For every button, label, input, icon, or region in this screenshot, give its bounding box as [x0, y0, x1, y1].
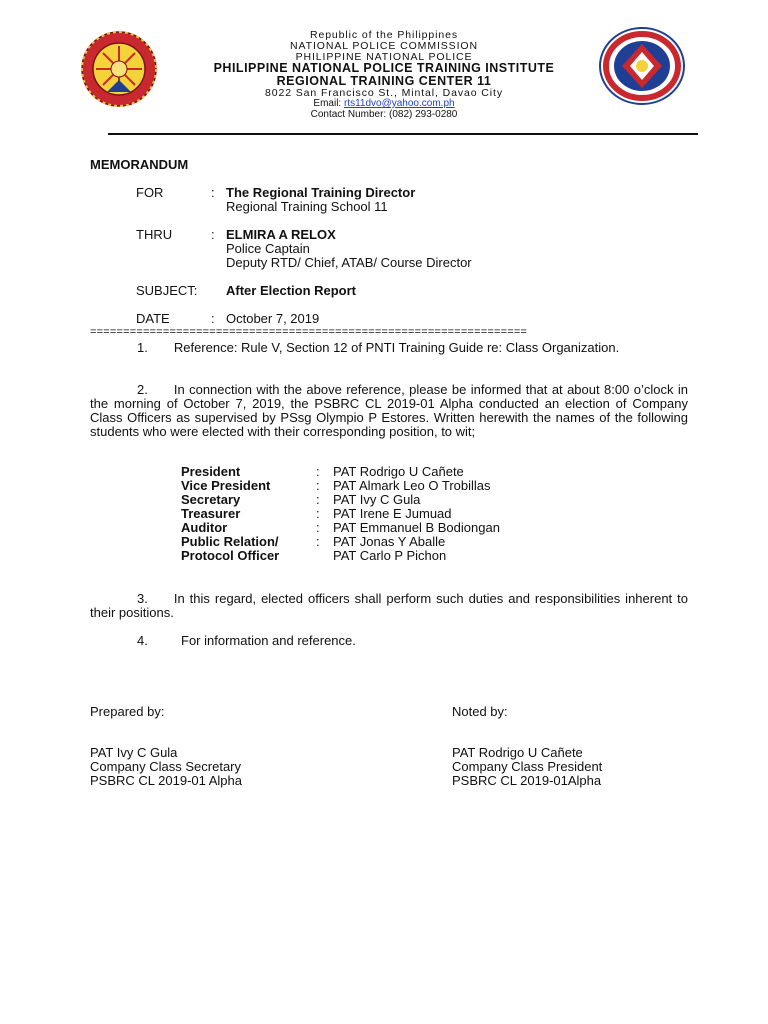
officer-name: PAT Irene E Jumuad	[333, 506, 452, 521]
noted-by-name: PAT Rodrigo U Cañete	[452, 745, 583, 760]
paragraph-1: 1. Reference: Rule V, Section 12 of PNTI Training Guide re: Class Organization.	[137, 340, 620, 355]
for-label: FOR	[136, 185, 164, 200]
noted-by-unit: PSBRC CL 2019-01Alpha	[452, 773, 602, 788]
officer-colon: :	[316, 478, 320, 493]
subject-text: After Election Report	[226, 283, 357, 298]
prepared-by-name: PAT Ivy C Gula	[90, 745, 178, 760]
officer-colon: :	[316, 534, 320, 549]
paragraph-4-number: 4.	[137, 633, 148, 648]
officer-role: Protocol Officer	[181, 548, 280, 563]
officers-table	[181, 465, 500, 563]
prepared-by-title: Company Class Secretary	[90, 759, 241, 774]
date-value: October 7, 2019	[226, 311, 320, 326]
prepared-by-unit: PSBRC CL 2019-01 Alpha	[90, 773, 243, 788]
for-colon: :	[211, 185, 215, 200]
officer-role: Treasurer	[181, 506, 241, 521]
officer-role: Vice President	[181, 478, 271, 493]
officer-role: Public Relation/	[181, 534, 279, 549]
memo-heading: MEMORANDUM	[90, 157, 189, 172]
header-center: REGIONAL TRAINING CENTER 11	[276, 74, 492, 88]
for-office: Regional Training School 11	[226, 199, 388, 214]
header-pnp: PHILIPPINE NATIONAL POLICE	[295, 51, 473, 63]
header-contact: Contact Number: (082) 293-0280	[310, 109, 458, 120]
thru-rank: Police Captain	[226, 241, 310, 256]
paragraph-3: 3. In this regard, elected officers shall perform such duties and responsibilities inherent to their positions.	[90, 591, 688, 620]
paragraph-2: 2. In connection with the above reference, please be informed that at about 8:00 o’clock in the morning of October 7, 2019, the PSBRC CL 2019-01 Alpha conducted an election of Company Class Officers as supervised by PSsg Olympio P Estores. Written herewith the names of the following students who were elected with their corresponding position, to wit;	[90, 382, 688, 439]
officer-name: PAT Carlo P Pichon	[333, 548, 447, 563]
header-republic: Republic of the Philippines	[309, 29, 459, 41]
header-napolcom: NATIONAL POLICE COMMISSION	[290, 40, 478, 52]
officer-colon: :	[316, 520, 320, 535]
date-colon: :	[211, 311, 215, 326]
header-institute: PHILIPPINE NATIONAL POLICE TRAINING INSTITUTE	[213, 61, 555, 75]
officer-colon: :	[316, 506, 320, 521]
noted-by-title: Company Class President	[452, 759, 603, 774]
officer-role: Secretary	[181, 492, 241, 507]
officer-name: PAT Rodrigo U Cañete	[333, 464, 464, 479]
header-email-line	[0, 98, 768, 109]
header-divider	[108, 133, 698, 135]
officer-colon	[316, 549, 333, 563]
email-label: Email:	[313, 98, 342, 109]
officer-row	[181, 479, 500, 493]
thru-colon: :	[211, 227, 215, 242]
separator-line: ==================================================================	[90, 326, 528, 338]
prepared-by-label: Prepared by:	[90, 704, 165, 719]
officer-name: PAT Ivy C Gula	[333, 492, 421, 507]
officer-colon: :	[316, 464, 320, 479]
for-name: The Regional Training Director	[226, 185, 416, 200]
thru-name: ELMIRA A RELOX	[226, 227, 336, 242]
header-address: 8022 San Francisco St., Mintal, Davao City	[265, 87, 503, 99]
officer-name: PAT Emmanuel B Bodiongan	[333, 520, 500, 535]
paragraph-4-text: For information and reference.	[181, 633, 356, 648]
officer-role: President	[181, 464, 241, 479]
officer-row	[181, 465, 500, 479]
officer-row	[181, 493, 500, 507]
officer-role: Auditor	[181, 520, 228, 535]
officer-row	[181, 521, 500, 535]
thru-label: THRU	[136, 227, 173, 242]
noted-by-label: Noted by:	[452, 704, 508, 719]
officer-row	[181, 549, 500, 563]
date-label: DATE	[136, 311, 170, 326]
officer-row	[181, 507, 500, 521]
officer-name: PAT Jonas Y Aballe	[333, 534, 446, 549]
email-link[interactable]: rts11dvo@yahoo.com.ph	[343, 98, 455, 109]
officer-colon: :	[316, 492, 320, 507]
subject-label: SUBJECT:	[136, 283, 198, 298]
thru-position: Deputy RTD/ Chief, ATAB/ Course Director	[226, 255, 472, 270]
officer-name: PAT Almark Leo O Trobillas	[333, 478, 491, 493]
officer-row	[181, 535, 500, 549]
